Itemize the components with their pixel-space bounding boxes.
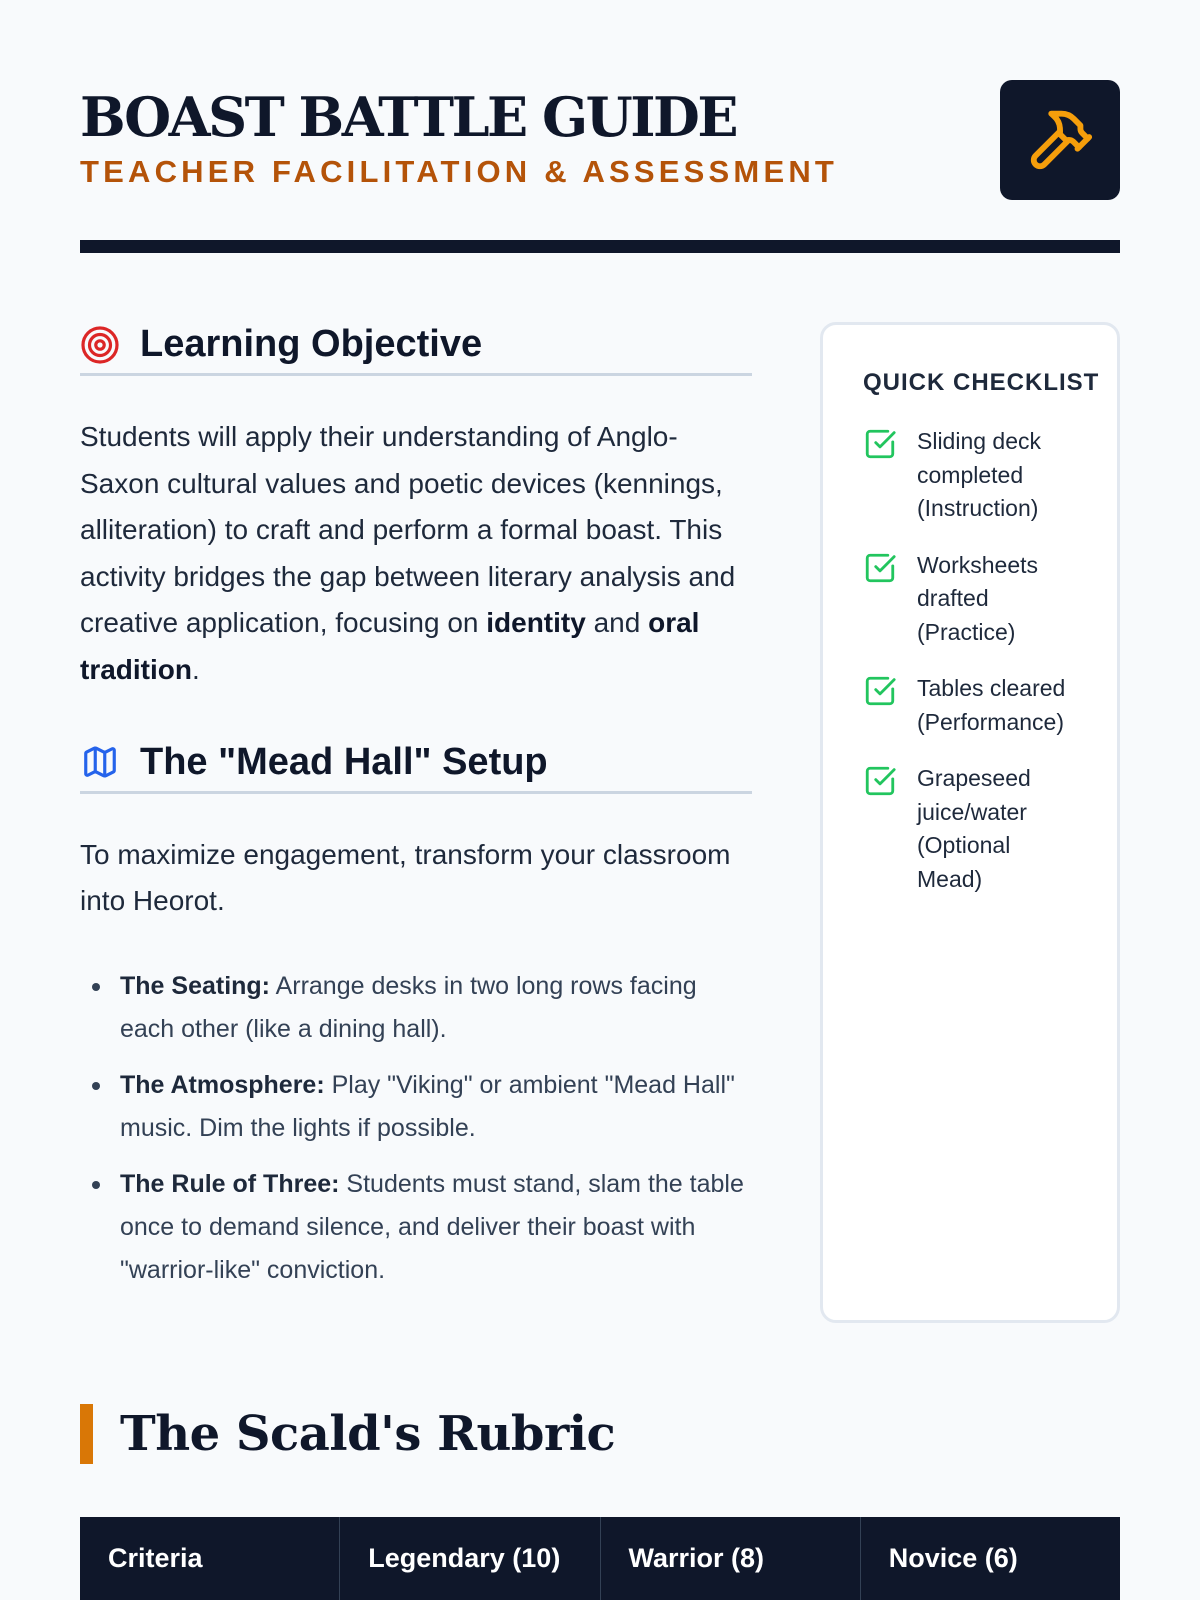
rubric-column-novice: Novice (6) bbox=[888, 1543, 1018, 1573]
checkbox-checked-icon bbox=[863, 764, 897, 798]
list-item-text: Students must stand, slam the table once to demand silence, and deliver their boast with "warrior-like" conviction. bbox=[120, 1169, 744, 1284]
checklist-item bbox=[863, 549, 1079, 650]
rubric-column-warrior: Warrior (8) bbox=[601, 1517, 861, 1600]
checkbox-checked-icon bbox=[863, 427, 897, 461]
map-icon bbox=[80, 742, 120, 782]
rubric-column-legendary: Legendary (10) bbox=[340, 1517, 600, 1600]
page-title: BOAST BATTLE GUIDE bbox=[80, 85, 736, 149]
page bbox=[80, 0, 1120, 1600]
checkbox-checked-icon bbox=[863, 551, 897, 585]
objective-text-part: . bbox=[192, 653, 200, 685]
checklist bbox=[863, 425, 1079, 896]
setup-heading-row bbox=[80, 738, 752, 794]
list-item-label: The Seating: bbox=[120, 971, 271, 1000]
checklist-item-label: Sliding deck completed (Instruction) bbox=[917, 428, 1042, 521]
main-column bbox=[80, 320, 752, 1305]
checkbox-checked-icon bbox=[863, 674, 897, 708]
list-item-label: The Atmosphere: bbox=[120, 1070, 325, 1099]
rubric-heading-row bbox=[80, 1404, 615, 1464]
page-subtitle: TEACHER FACILITATION & ASSESSMENT bbox=[80, 154, 839, 189]
rubric-accent-bar bbox=[80, 1404, 93, 1464]
setup-list bbox=[80, 965, 752, 1292]
objective-text bbox=[80, 414, 752, 694]
checklist-item bbox=[863, 672, 1079, 739]
objective-text-part: Students will apply their understanding of Anglo-Saxon cultural values and poetic devices (kennings, alliteration) to craft and perform a formal boast. This activity bridges the gap between literary analysis and creative application, focusing on bbox=[80, 421, 736, 639]
checklist-item bbox=[863, 425, 1079, 526]
checklist-item-label: Worksheets drafted (Practice) bbox=[917, 551, 1039, 645]
setup-heading: The "Mead Hall" Setup bbox=[140, 740, 548, 783]
objective-heading-row bbox=[80, 320, 752, 376]
list-item-text: Arrange desks in two long rows facing each other (like a dining hall). bbox=[120, 971, 697, 1043]
setup-intro: To maximize engagement, transform your classroom into Heorot. bbox=[80, 838, 731, 917]
list-item-label: The Rule of Three: bbox=[120, 1169, 340, 1198]
quick-checklist-card bbox=[820, 322, 1120, 1323]
objective-heading: Learning Objective bbox=[140, 323, 483, 365]
header-divider bbox=[80, 240, 1120, 253]
objective-bold-oral-tradition: oral tradition bbox=[80, 607, 700, 685]
list-item-text: Play "Viking" or ambient "Mead Hall" music. Dim the lights if possible. bbox=[120, 1070, 735, 1142]
logo-badge bbox=[1000, 80, 1120, 200]
rubric-column-criteria: Criteria bbox=[80, 1517, 340, 1600]
rubric-table-header bbox=[80, 1517, 1120, 1600]
rubric-heading: The Scald's Rubric bbox=[120, 1406, 616, 1462]
objective-text-part: and bbox=[585, 607, 649, 639]
checklist-item-label: Grapeseed juice/water (Optional Mead) bbox=[917, 765, 1031, 892]
checklist-item bbox=[863, 762, 1079, 896]
list-item bbox=[80, 965, 752, 1051]
objective-bold-identity: identity bbox=[486, 607, 586, 639]
checklist-item-label: Tables cleared (Performance) bbox=[917, 675, 1066, 735]
list-item bbox=[80, 1163, 752, 1292]
target-icon bbox=[80, 325, 120, 365]
checklist-heading: QUICK CHECKLIST bbox=[863, 369, 1100, 396]
header bbox=[80, 80, 1120, 200]
hammer-icon bbox=[1025, 105, 1095, 175]
list-item bbox=[80, 1064, 752, 1150]
